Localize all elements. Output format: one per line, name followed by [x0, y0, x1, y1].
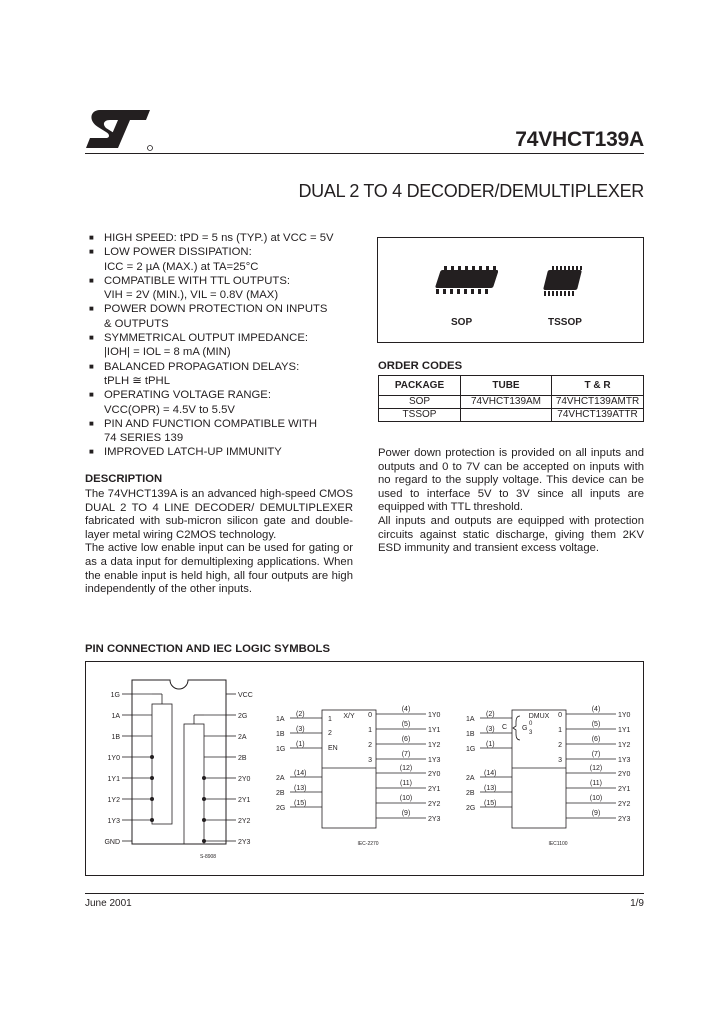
output-number: 3	[558, 757, 562, 764]
input-pin: (3)	[486, 726, 495, 733]
output-number: 3	[368, 757, 372, 764]
output-label: 2Y0	[428, 771, 441, 778]
output-number: 0	[558, 712, 562, 719]
input-pin: (14)	[484, 770, 497, 777]
feature-item: ■ HIGH SPEED: tPD = 5 ns (TYP.) at VCC = 5V	[89, 232, 334, 244]
output-pin: (12)	[589, 765, 603, 772]
pin-label-left: 1Y1	[107, 776, 120, 783]
output-number: 0	[368, 712, 372, 719]
pin-section-heading: PIN CONNECTION AND IEC LOGIC SYMBOLS	[85, 643, 330, 655]
pin-label-right: 2Y0	[238, 776, 251, 783]
pin-label-right: 2B	[238, 755, 247, 762]
feature-item: ■ POWER DOWN PROTECTION ON INPUTS & OUTPUTS	[89, 303, 328, 330]
feature-item: ■ LOW POWER DISSIPATION: ICC = 2 µA (MAX.) at TA=25°C	[89, 246, 259, 273]
package-box	[377, 237, 644, 343]
input-pin: (2)	[296, 711, 305, 718]
inner-label: 3	[529, 730, 533, 736]
output-pin: (10)	[399, 795, 413, 802]
header-rule	[85, 153, 644, 154]
output-label: 1Y3	[428, 757, 441, 764]
output-label: 1Y1	[618, 727, 631, 734]
inner-label: 0	[529, 721, 533, 727]
page-number: 1/9	[630, 898, 644, 909]
output-pin: (6)	[591, 736, 601, 743]
table-cell: 74VHCT139ATTR	[552, 409, 644, 422]
pin-label-left: 1Y3	[107, 818, 120, 825]
output-pin: (4)	[591, 706, 601, 713]
input-pin: (13)	[294, 785, 307, 792]
feature-item: ■ IMPROVED LATCH-UP IMMUNITY	[89, 446, 282, 459]
pinout-diagram	[100, 672, 260, 868]
part-number: 74VHCT139A	[515, 128, 644, 151]
symbol-caption: IEC1100	[548, 841, 568, 847]
inner-label: 1	[328, 716, 332, 723]
tssop-package-image	[538, 262, 586, 302]
iec-symbol-dmux	[462, 700, 638, 850]
order-codes-heading: ORDER CODES	[378, 360, 463, 372]
input-pin: (13)	[484, 785, 497, 792]
output-pin: (6)	[401, 736, 411, 743]
input-pin: (14)	[294, 770, 307, 777]
symbol-title: X/Y	[343, 713, 355, 720]
description-paragraph: The 74VHCT139A is an advanced high-speed CMOS DUAL 2 TO 4 LINE DECODER/ DEMULTIPLEXER fabricated with sub-micron silicon gate and double-layer metal wiring C2MOS technology.	[85, 488, 353, 541]
protection-paragraph: Power down protection is provided on all inputs and outputs and 0 to 7V can be accepted on inputs with no regard to the supply voltage. This device can be used to interface 5V to 3V since all inputs are equipped with TTL threshold.	[378, 447, 644, 514]
feature-item: ■ SYMMETRICAL OUTPUT IMPEDANCE: |IOH| = IOL = 8 mA (MIN)	[89, 332, 308, 359]
output-number: 2	[368, 742, 372, 749]
output-label: 1Y3	[618, 757, 631, 764]
pin-label-left: 1Y2	[107, 797, 120, 804]
input-label: 2G	[276, 805, 286, 812]
output-pin: (12)	[399, 765, 413, 772]
pin-label-left: 1B	[111, 734, 120, 741]
output-pin: (7)	[591, 751, 601, 758]
output-label: 2Y0	[618, 771, 631, 778]
input-label: 2B	[466, 790, 475, 797]
pinout-caption: S-8908	[199, 854, 217, 860]
table-cell: 74VHCT139AMTR	[552, 396, 644, 409]
output-label: 2Y3	[428, 816, 441, 823]
output-pin: (5)	[591, 721, 601, 728]
pin-label-right: 2G	[238, 713, 248, 720]
input-label: 1G	[276, 746, 286, 753]
description-text	[85, 488, 353, 597]
output-label: 1Y0	[428, 712, 441, 719]
input-label: 1A	[276, 716, 285, 723]
input-label: 1B	[466, 731, 475, 738]
input-label: 2B	[276, 790, 285, 797]
output-label: 2Y1	[618, 786, 631, 793]
input-pin: (15)	[294, 800, 307, 807]
input-label: 2A	[466, 775, 475, 782]
output-pin: (10)	[589, 795, 603, 802]
output-number: 1	[558, 727, 562, 734]
footer-date: June 2001	[85, 898, 132, 909]
output-pin: (5)	[401, 721, 411, 728]
output-pin: (9)	[401, 810, 411, 817]
input-pin: (1)	[486, 741, 495, 748]
protection-text	[378, 447, 644, 556]
iec-symbol-xy	[272, 700, 448, 850]
feature-list	[85, 231, 355, 460]
description-paragraph: The active low enable input can be used for gating or as a data input for demultiplexing applications. When the enable input is held high, all four outputs are high independently of the other inputs.	[85, 542, 353, 596]
input-pin: (15)	[484, 800, 497, 807]
output-label: 2Y1	[428, 786, 441, 793]
order-codes-table	[378, 375, 644, 422]
footer-rule	[85, 893, 644, 894]
pin-label-right: 2Y3	[238, 839, 251, 846]
feature-item: ■ BALANCED PROPAGATION DELAYS: tPLH ≅ tPHL	[89, 360, 300, 387]
sop-package-image	[432, 260, 498, 300]
inner-label: EN	[328, 745, 338, 752]
pin-label-left: 1G	[110, 692, 120, 699]
protection-paragraph: All inputs and outputs are equipped with protection circuits against static discharge, giving them 2KV ESD immunity and transient excess voltage.	[378, 514, 644, 555]
st-logo	[84, 106, 156, 152]
pin-label-left: 1Y0	[107, 755, 120, 762]
input-pin: (3)	[296, 726, 305, 733]
table-row	[379, 409, 644, 422]
output-pin: (11)	[590, 780, 602, 787]
input-pin: (2)	[486, 711, 495, 718]
column-header: T & R	[552, 376, 644, 396]
pin-label-left: GND	[104, 839, 120, 846]
output-label: 2Y2	[428, 801, 441, 808]
inner-label: C	[501, 724, 507, 731]
column-header: TUBE	[461, 376, 552, 396]
input-pin: (1)	[296, 741, 305, 748]
input-label: 1G	[466, 746, 476, 753]
output-pin: (11)	[400, 780, 412, 787]
pin-label-left: 1A	[111, 713, 120, 720]
output-label: 1Y1	[428, 727, 441, 734]
tssop-label: TSSOP	[548, 317, 582, 328]
feature-item: ■ PIN AND FUNCTION COMPATIBLE WITH 74 SERIES 139	[89, 417, 317, 445]
pin-label-right: VCC	[238, 692, 253, 699]
input-label: 1B	[276, 731, 285, 738]
symbol-title: DMUX	[528, 713, 550, 720]
pin-label-right: 2A	[238, 734, 247, 741]
output-label: 2Y2	[618, 801, 631, 808]
input-label: 1A	[466, 716, 475, 723]
output-pin: (4)	[401, 706, 411, 713]
pin-label-right: 2Y2	[238, 818, 251, 825]
output-pin: (9)	[591, 810, 601, 817]
pin-label-right: 2Y1	[238, 797, 251, 804]
output-label: 1Y0	[618, 712, 631, 719]
table-row	[379, 396, 644, 409]
document-title: DUAL 2 TO 4 DECODER/DEMULTIPLEXER	[298, 181, 644, 201]
output-number: 2	[558, 742, 562, 749]
table-cell: 74VHCT139AM	[461, 396, 552, 409]
inner-label: G	[522, 725, 528, 732]
table-cell: TSSOP	[379, 409, 461, 422]
table-cell: SOP	[379, 396, 461, 409]
column-header: PACKAGE	[379, 376, 461, 396]
feature-item: ■ COMPATIBLE WITH TTL OUTPUTS: VIH = 2V (MIN.), VIL = 0.8V (MAX)	[89, 274, 290, 302]
symbol-caption: IEC-2270	[357, 841, 379, 847]
input-label: 2A	[276, 775, 285, 782]
output-number: 1	[368, 727, 372, 734]
sop-label: SOP	[451, 317, 473, 328]
description-heading: DESCRIPTION	[85, 473, 163, 485]
output-label: 2Y3	[618, 816, 631, 823]
input-label: 2G	[466, 805, 476, 812]
output-label: 1Y2	[428, 742, 441, 749]
inner-label: 2	[328, 730, 332, 737]
output-pin: (7)	[401, 751, 411, 758]
table-header-row	[379, 376, 644, 396]
feature-item: ■ OPERATING VOLTAGE RANGE: VCC(OPR) = 4.5V to 5.5V	[89, 389, 271, 416]
output-label: 1Y2	[618, 742, 631, 749]
table-cell	[461, 409, 552, 422]
